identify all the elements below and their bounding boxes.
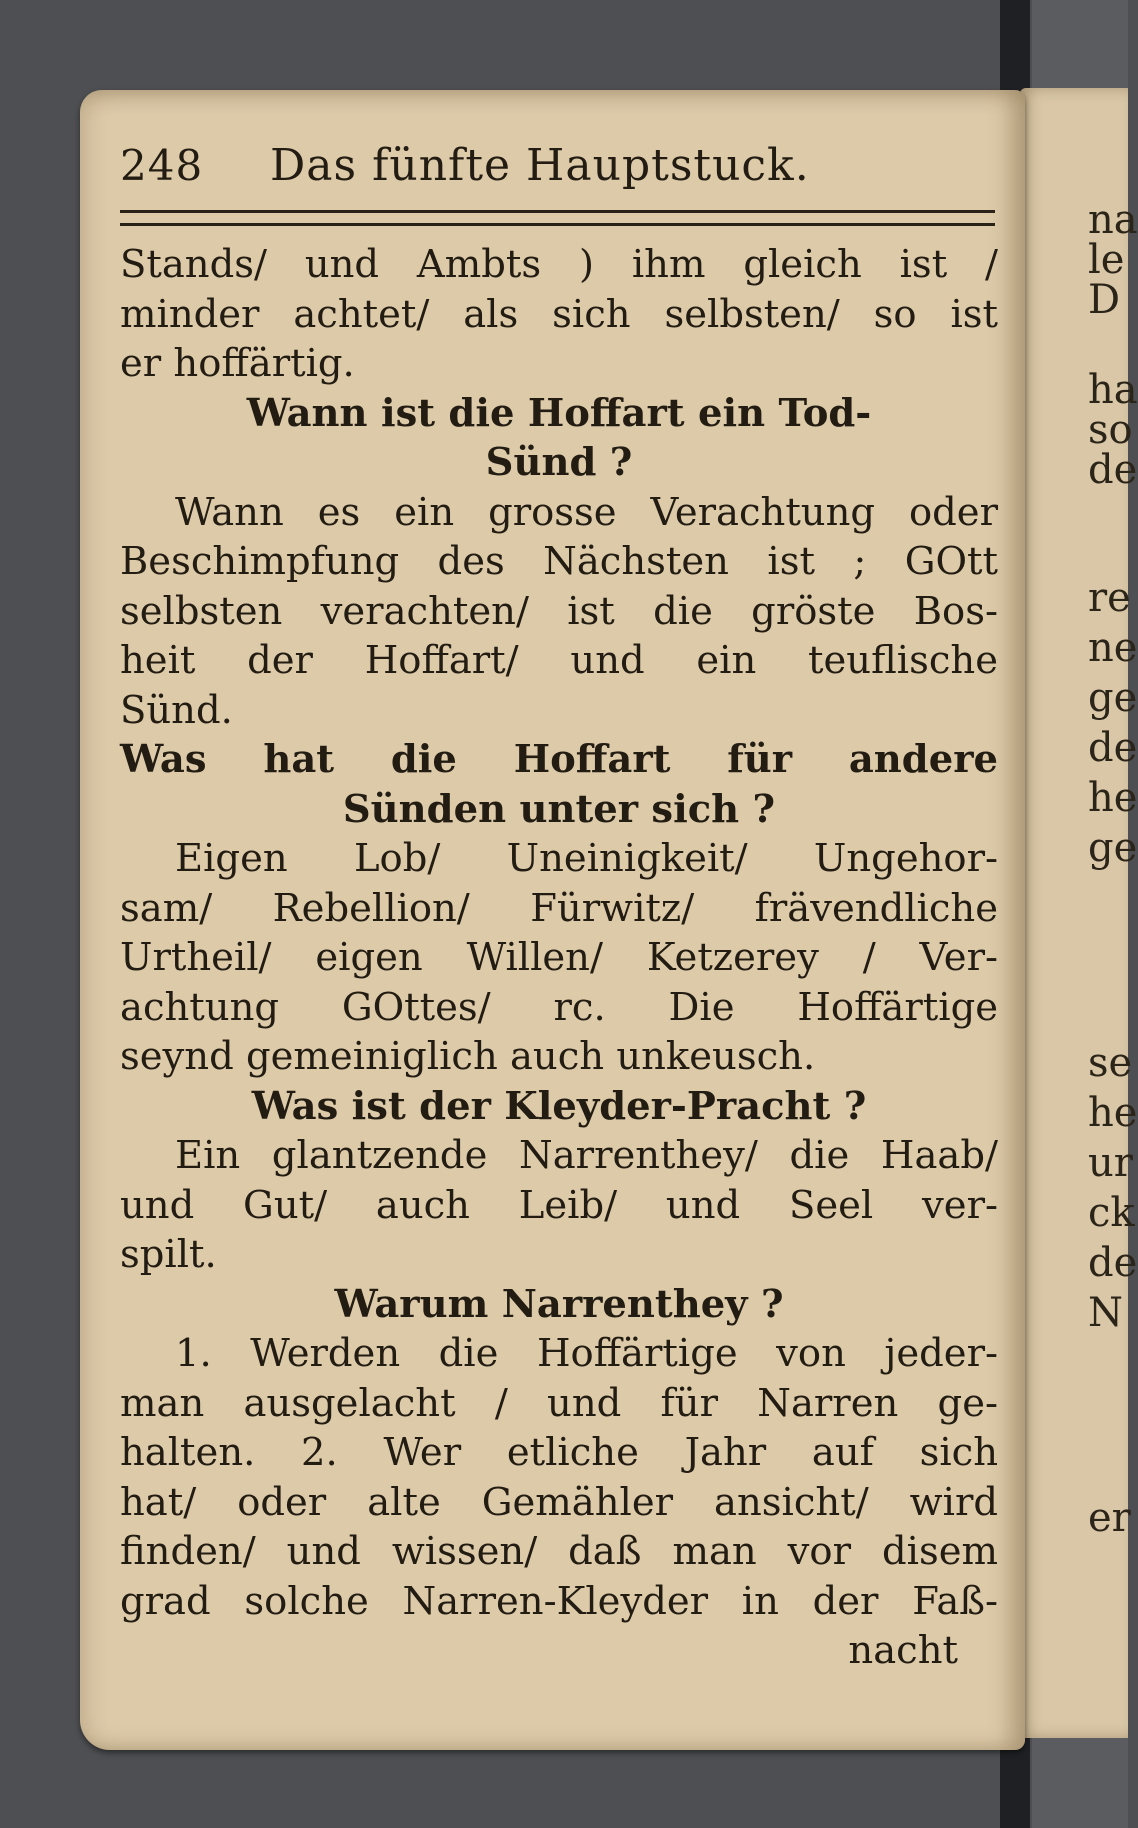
text-line: hat/ oder alte Gemähler ansicht/ wird	[120, 1479, 998, 1525]
text-line: Ein glantzende Narrenthey/ die Haab/	[175, 1133, 998, 1178]
text-line: seynd gemeiniglich auch unkeusch.	[120, 1034, 816, 1079]
header-rule	[120, 210, 995, 226]
text-line: sam/ Rebellion/ Fürwitz/ frävendliche	[120, 885, 998, 931]
text-line: finden/ und wissen/ daß man vor disem	[120, 1529, 998, 1574]
text-block	[120, 240, 998, 1676]
facing-fragment: ne	[1088, 625, 1138, 671]
page-header	[120, 140, 998, 204]
facing-fragment: er	[1088, 1495, 1131, 1541]
text-line: man ausgelacht / und für Narren ge-	[120, 1380, 998, 1426]
text-line: Urtheil/ eigen Willen/ Ketzerey / Ver-	[120, 935, 998, 980]
text-line: spilt.	[120, 1232, 217, 1277]
facing-fragment: ge	[1088, 825, 1138, 871]
text-line: heit der Hoffart/ und ein teuflische	[120, 638, 998, 683]
facing-fragment: he	[1088, 775, 1138, 821]
text-line: Eigen Lob/ Uneinigkeit/ Ungehor-	[175, 836, 998, 881]
facing-page	[1020, 88, 1138, 1738]
facing-fragment: he	[1088, 1090, 1138, 1136]
question-heading: Was hat die Hoffart für andere	[120, 737, 998, 782]
facing-fragment: ck	[1088, 1190, 1135, 1236]
catchword: nacht	[848, 1628, 958, 1673]
facing-fragment: le	[1088, 237, 1125, 283]
text-line: selbsten verachten/ ist die gröste Bos-	[120, 588, 998, 634]
facing-fragment: N	[1088, 1290, 1123, 1336]
text-line: halten. 2. Wer etliche Jahr auf sich	[120, 1430, 998, 1475]
text-line: Wann es ein grosse Verachtung oder	[175, 489, 998, 535]
text-line: Stands/ und Ambts ) ihm gleich ist /	[120, 242, 998, 287]
text-line: grad solche Narren-Kleyder in der Faß-	[120, 1578, 998, 1624]
text-line: Sünd.	[120, 687, 233, 733]
question-heading: Warum Narrenthey ?	[334, 1281, 784, 1327]
facing-fragment: de	[1088, 725, 1138, 771]
facing-fragment: de	[1088, 1240, 1138, 1286]
page-content	[120, 140, 998, 1676]
facing-fragment: ur	[1088, 1140, 1133, 1186]
question-heading: Sünden unter sich ?	[342, 786, 776, 832]
facing-fragment: na	[1088, 197, 1138, 243]
page-number: 248	[120, 141, 204, 190]
text-line: achtung GOttes/ rc. Die Hoffärtige	[120, 984, 998, 1030]
facing-fragment: de	[1088, 447, 1138, 493]
text-line: minder achtet/ als sich selbsten/ so ist	[120, 291, 998, 337]
facing-fragment: re	[1088, 575, 1131, 621]
facing-fragment: D	[1088, 277, 1121, 323]
text-line: 1. Werden die Hoffärtige von jeder-	[175, 1331, 998, 1376]
facing-fragment: se	[1088, 1040, 1133, 1086]
question-heading: Sünd ?	[485, 440, 633, 485]
running-head: Das fünfte Hauptstuck.	[270, 140, 810, 191]
text-line: er hoffärtig.	[120, 341, 355, 386]
facing-fragment: ha	[1088, 367, 1138, 413]
text-line: und Gut/ auch Leib/ und Seel ver-	[120, 1182, 998, 1228]
question-heading: Wann ist die Hoffart ein Tod-	[246, 390, 872, 436]
question-heading: Was ist der Kleyder-Pracht ?	[251, 1083, 867, 1129]
facing-fragment: ge	[1088, 675, 1138, 721]
text-line: Beschimpfung des Nächsten ist ; GOtt	[120, 539, 998, 584]
facing-fragment: so	[1088, 407, 1133, 453]
